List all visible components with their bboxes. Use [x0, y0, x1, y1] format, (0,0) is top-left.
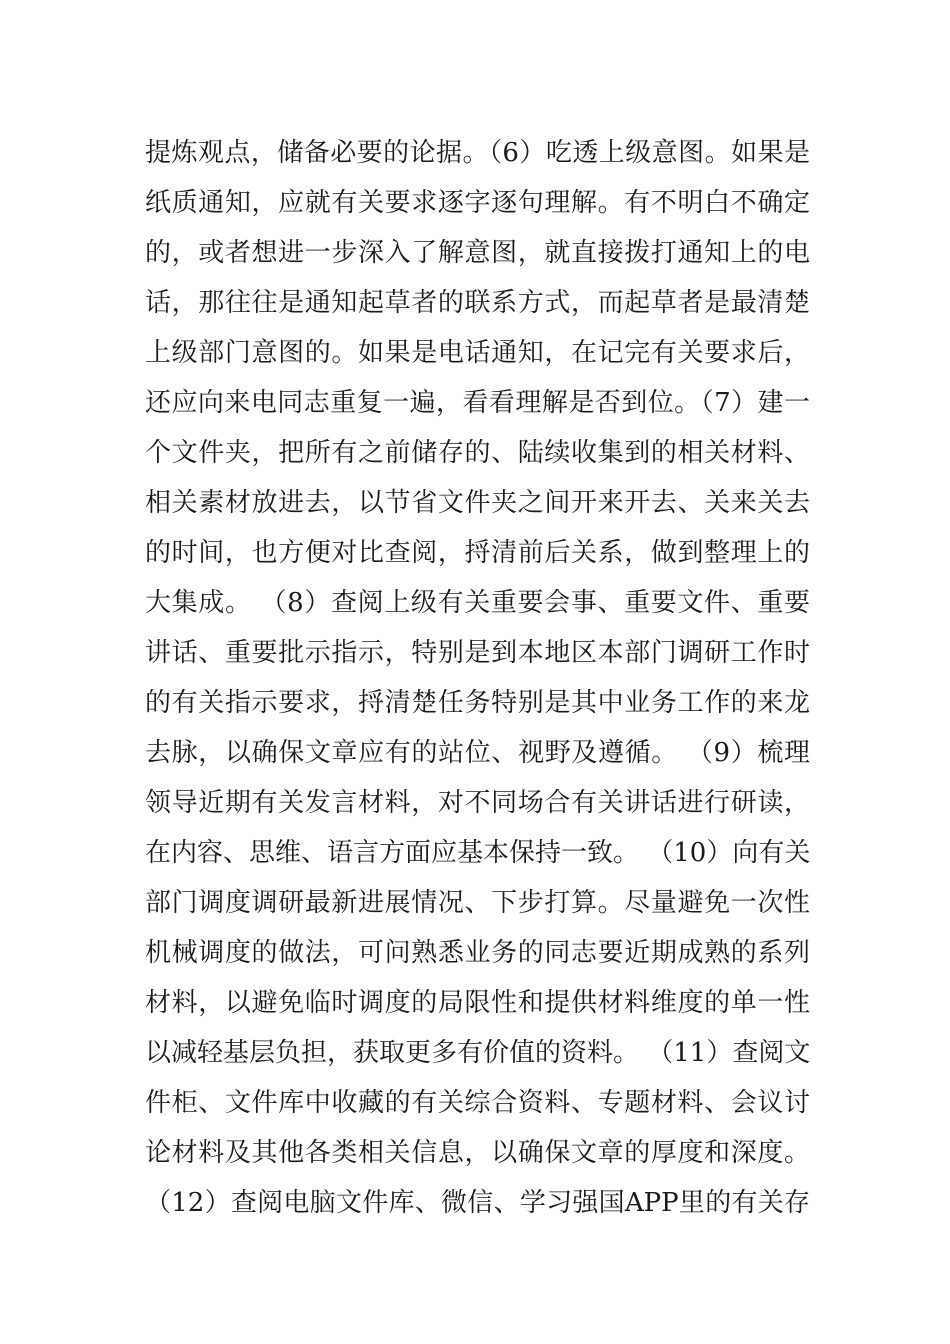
text-line: 的时间，也方便对比查阅，捋清前后关系，做到整理上的	[145, 538, 810, 568]
text-line: 话，那往往是通知起草者的联系方式，而起草者是最清楚	[145, 288, 810, 318]
body-text	[145, 128, 810, 1228]
text-line: 讲话、重要批示指示，特别是到本地区本部门调研工作时	[145, 638, 810, 668]
text-line: 领导近期有关发言材料，对不同场合有关讲话进行研读，	[145, 788, 810, 818]
text-line: 机械调度的做法，可问熟悉业务的同志要近期成熟的系列	[145, 938, 810, 968]
text-line: 去脉，以确保文章应有的站位、视野及遵循。 （9）梳理	[145, 738, 810, 768]
text-line: 纸质通知，应就有关要求逐字逐句理解。有不明白不确定	[145, 188, 810, 218]
text-line: 论材料及其他各类相关信息，以确保文章的厚度和深度。	[145, 1138, 810, 1168]
text-line: 提炼观点，储备必要的论据。（6）吃透上级意图。如果是	[145, 138, 810, 168]
text-line: 相关素材放进去，以节省文件夹之间开来开去、关来关去	[145, 488, 810, 518]
text-line: 以减轻基层负担，获取更多有价值的资料。 （11）查阅文	[145, 1038, 810, 1068]
text-line: 大集成。 （8）查阅上级有关重要会事、重要文件、重要	[145, 588, 810, 618]
text-line: 件柜、文件库中收藏的有关综合资料、专题材料、会议讨	[145, 1088, 810, 1118]
text-line: 还应向来电同志重复一遍，看看理解是否到位。（7）建一	[145, 388, 810, 418]
text-line: 的，或者想进一步深入了解意图，就直接拨打通知上的电	[145, 238, 810, 268]
text-line: 材料，以避免临时调度的局限性和提供材料维度的单一性	[145, 988, 810, 1018]
text-line: 上级部门意图的。如果是电话通知，在记完有关要求后，	[145, 338, 810, 368]
text-line: 的有关指示要求，捋清楚任务特别是其中业务工作的来龙	[145, 688, 810, 718]
text-line: 在内容、思维、语言方面应基本保持一致。 （10）向有关	[145, 838, 810, 868]
text-line: 个文件夹，把所有之前储存的、陆续收集到的相关材料、	[145, 438, 810, 468]
text-line: 部门调度调研最新进展情况、下步打算。尽量避免一次性	[145, 888, 810, 918]
text-line: （12）查阅电脑文件库、微信、学习强国APP里的有关存	[145, 1188, 810, 1218]
